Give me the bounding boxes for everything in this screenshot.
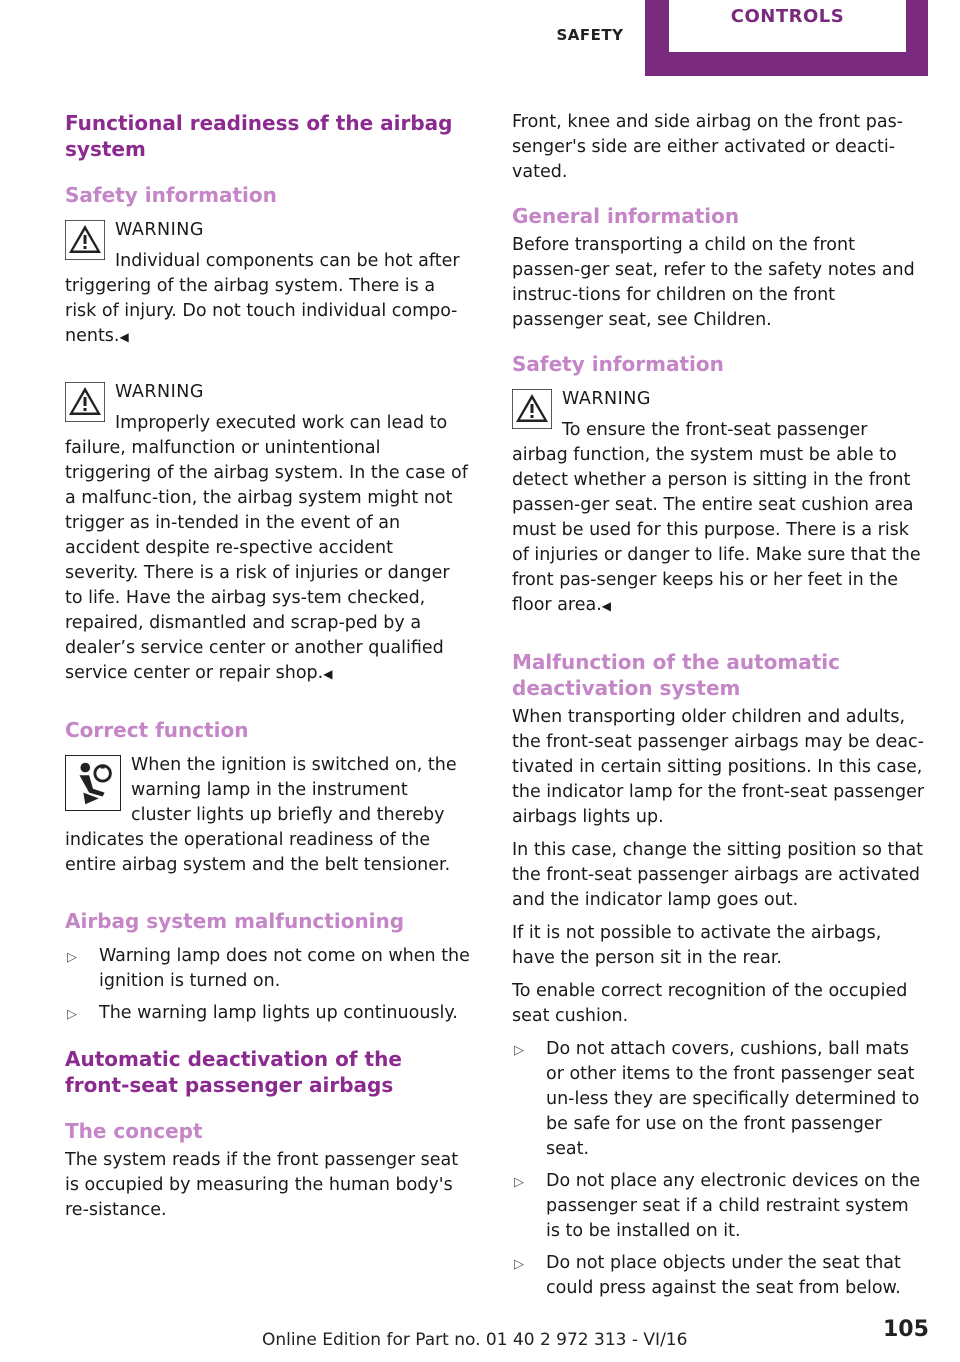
malfunction-paragraph: When transporting older children and adults, the front-seat passenger airbags may be deac‐tivated in certain sitting positions. In this case, the indicator lamp for the front-seat passenger airbags lights up.	[512, 707, 925, 827]
heading-airbag-malfunction: Airbag system malfunctioning	[65, 909, 405, 933]
warning-block	[65, 380, 470, 687]
warning-block	[65, 218, 470, 350]
malfunction-list	[65, 944, 470, 1026]
airbag-warning-lamp-icon	[65, 755, 121, 811]
malfunction-paragraph: If it is not possible to activate the airbags, have the person sit in the rear.	[512, 923, 882, 968]
section-label: SAFETY	[556, 26, 624, 44]
correct-function-block	[65, 753, 470, 886]
heading-the-concept: The concept	[65, 1119, 203, 1143]
seat-cushion-list	[512, 1037, 928, 1301]
warning-text: Improperly executed work can lead to failure, malfunction or unintentional triggering of the airbag system. In the case of a malfunc‐tion, the airbag system might not trigger as in‐tended in the event of an accident despite re‐spective accident severity. There is a risk of injuries or danger to life. Have the airbag sys‐tem checked, repaired, dismantled and scrap‐ped by a dealer’s service center or another qualified service center or repair shop.	[65, 413, 468, 683]
heading-safety-information: Safety information	[65, 183, 277, 207]
warning-block	[512, 387, 928, 619]
heading-malfunction-automatic-deactivation: Malfunction of the automatic deactivation system	[512, 650, 841, 700]
concept-text: The system reads if the front passenger seat is occupied by measuring the human body's re‐sistance.	[65, 1150, 459, 1220]
warning-title: WARNING	[115, 382, 204, 402]
bullet-triangle-icon: ▷	[514, 1043, 524, 1058]
heading-functional-readiness: Functional readiness of the airbag system	[65, 111, 453, 161]
list-item: ▷ Do not place any electronic devices on the passenger seat if a child restraint system is to be installed on it.	[514, 1171, 921, 1241]
warning-title: WARNING	[562, 389, 651, 409]
malfunction-paragraph: To enable correct recognition of the occupied seat cushion.	[512, 981, 908, 1026]
bullet-triangle-icon: ▷	[67, 950, 77, 965]
page-number: 105	[883, 1317, 929, 1342]
edition-footer: Online Edition for Part no. 01 40 2 972 313 - VI/16	[262, 1330, 688, 1350]
bullet-triangle-icon: ▷	[67, 1007, 77, 1022]
warning-text: To ensure the front-seat passenger airbag function, the system must be able to detect whether a person is sitting in the front passen‐ger seat. The entire seat cushion area must be used for this purpose. There is a risk of injuries or danger to life. Make sure that the front pas‐senger keeps his or her feet in the floor area.	[512, 420, 921, 615]
heading-automatic-deactivation: Automatic deactivation of the front-seat passenger airbags	[65, 1047, 402, 1097]
correct-function-text: When the ignition is switched on, the warning lamp in the instrument cluster lights up briefly and thereby indicates the operational readiness of the entire airbag system and the belt tensioner.	[65, 755, 457, 875]
list-item: ▷ Do not place objects under the seat that could press against the seat from below.	[514, 1253, 901, 1298]
malfunction-paragraph: In this case, change the sitting position so that the front-seat passenger airbags are activated and the indicator lamp goes out.	[512, 840, 924, 910]
chapter-tab	[645, 0, 928, 76]
heading-safety-information: Safety information	[512, 352, 724, 376]
general-text: Before transporting a child on the front passen‐ger seat, refer to the safety notes and instruc‐tions for children on the front passenger seat, see Children.	[512, 235, 915, 330]
heading-general-information: General information	[512, 204, 740, 228]
warning-triangle-icon	[512, 389, 552, 429]
intro-text: Front, knee and side airbag on the front pas‐senger's side are either activated or deacti‐vated.	[512, 112, 903, 182]
bullet-triangle-icon: ▷	[514, 1175, 524, 1190]
list-item: ▷ Warning lamp does not come on when the ignition is turned on.	[67, 946, 470, 991]
list-item: ▷ Do not attach covers, cushions, ball mats or other items to the front passenger seat un‐less they are specifically determined to be safe for use on the front passenger seat.	[514, 1039, 920, 1159]
right-column	[512, 110, 928, 1311]
end-mark-icon: ◀	[119, 330, 129, 344]
list-item: ▷ The warning lamp lights up continuously.	[65, 1001, 470, 1026]
left-column	[65, 110, 470, 1231]
warning-text: Individual components can be hot after triggering of the airbag system. There is a risk of injury. Do not touch individual compo‐nents.	[65, 251, 460, 346]
heading-correct-function: Correct function	[65, 718, 249, 742]
bullet-triangle-icon: ▷	[514, 1257, 524, 1272]
warning-triangle-icon	[65, 220, 105, 260]
chapter-tab-label: CONTROLS	[730, 6, 845, 27]
warning-title: WARNING	[115, 220, 204, 240]
end-mark-icon: ◀	[601, 599, 612, 613]
warning-triangle-icon	[65, 382, 105, 422]
end-mark-icon: ◀	[323, 667, 333, 681]
